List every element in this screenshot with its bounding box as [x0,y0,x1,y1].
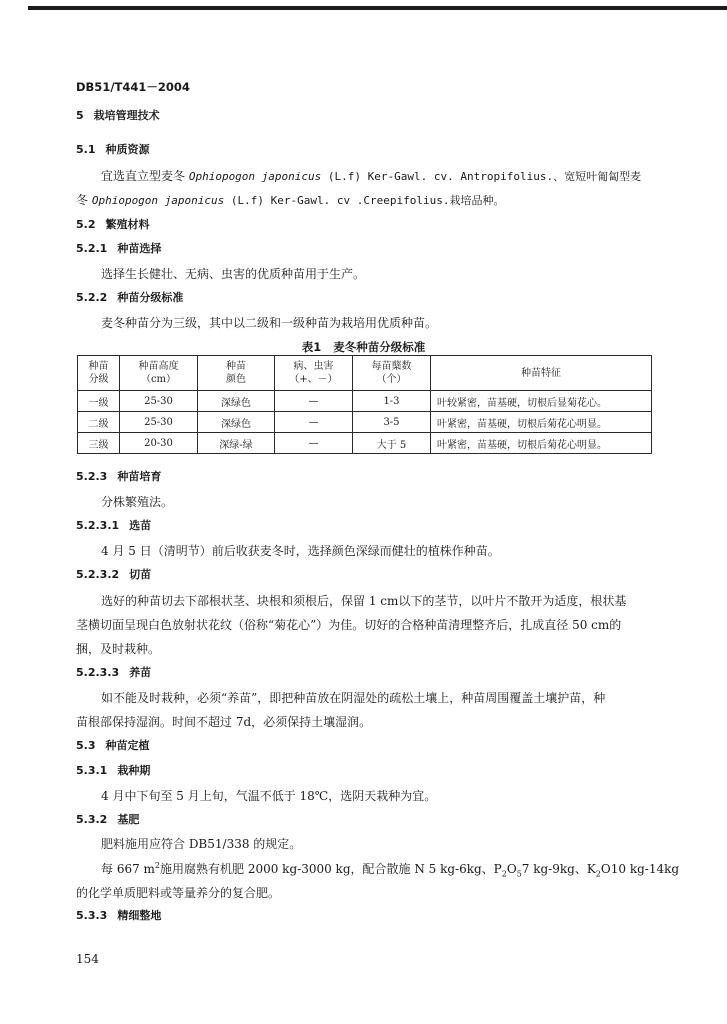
heading-title: 栽培管理技术 [93,109,160,122]
paragraph-5-3-2-line-1: 肥料施用应符合 DB51/338 的规定。 [101,837,302,851]
paragraph-5-2-2: 麦冬种苗分为三级，其中以二级和一级种苗为栽培用优质种苗。 [101,316,438,330]
heading-5-3-2 [76,812,139,828]
latin-name: Ophiopogon japonicus [188,170,322,183]
cell-grade: 二级 [78,412,120,433]
heading-number: 5.1 [76,143,96,156]
heading-title: 种质资源 [105,143,150,156]
heading-number: 5.2.1 [76,242,108,255]
paragraph-5-2-3-2-line-3: 捆，及时栽种。 [76,642,161,656]
paragraph-5-2-3-2-line-2: 茎横切面呈现白色放射状花纹（俗称“菊花心”）为佳。切好的合格种苗清理整齐后，扎成直径 50 cm的 [76,618,622,632]
heading-title: 精细整地 [117,909,162,922]
text-run: (L.f) Ker-Gawl. cv .Creepifolius.栽培品种。 [224,194,505,207]
cell-height: 25-30 [120,412,198,433]
latin-name: Ophiopogon japonicus [91,194,225,207]
cell-feature: 叶较紧密，苗基硬，切根后显菊花心。 [431,391,652,412]
heading-5-2-3 [76,469,161,485]
heading-title: 繁殖材料 [105,218,150,231]
table-caption-number: 表1 [301,340,322,354]
heading-number: 5.3.2 [76,813,108,826]
heading-title: 选苗 [129,519,152,532]
seedling-grade-table [77,355,652,454]
heading-number: 5.2 [76,218,96,231]
text-run: 冬 [76,193,92,207]
cell-pest: — [275,391,353,412]
text-run: 7 kg-9kg、K [521,862,596,876]
heading-number: 5.2.2 [76,291,108,304]
header-tillers: 每苗蘖数 （个） [353,356,431,391]
heading-5-2-3-3 [76,665,151,681]
header-feature: 种苗特征 [431,356,652,391]
subscript: 5 [516,869,522,879]
paragraph-5-3-1: 4 月中下旬至 5 月上旬，气温不低于 18℃，选阴天栽种为宜。 [101,789,437,803]
heading-number: 5.3.3 [76,909,108,922]
heading-title: 切苗 [129,568,152,581]
cell-color: 深绿色 [198,391,275,412]
header-pest: 病、虫害 （+、－） [275,356,353,391]
document-code: DB51/T441－2004 [76,80,190,94]
paragraph-5-2-1: 选择生长健壮、无病、虫害的优质种苗用于生产。 [101,267,366,281]
cell-height: 20-30 [120,433,198,454]
text-run: O10 kg-14kg [600,862,680,876]
cell-tillers: 1-3 [353,391,431,412]
heading-title: 养苗 [129,666,152,679]
heading-5-1 [76,142,150,158]
cell-tillers: 3-5 [353,412,431,433]
top-rule [28,6,727,10]
cell-tillers: 大于 5 [353,433,431,454]
heading-5-3-3 [76,908,161,924]
heading-number: 5.3.1 [76,764,108,777]
cell-grade: 三级 [78,433,120,454]
heading-title: 种苗选择 [117,242,162,255]
paragraph-5-1-line-1 [101,168,641,185]
heading-title: 栽种期 [117,764,151,777]
cell-feature: 叶紧密，苗基硬，切根后菊花心明显。 [431,412,652,433]
heading-title: 种苗定植 [105,739,150,752]
heading-number: 5.3 [76,739,96,752]
page-number: 154 [76,952,99,966]
text-run: (L.f) Ker-Gawl. cv. Antropifolius.、宽短叶匍匐型麦 [321,170,642,183]
heading-5-2-1 [76,241,161,257]
cell-height: 25-30 [120,391,198,412]
heading-number: 5.2.3 [76,470,108,483]
text-run: 宜选直立型麦冬 [101,169,189,183]
paragraph-5-3-2-line-2 [101,861,679,877]
cell-feature: 叶紧密，苗基硬，切根后菊花心明显。 [431,433,652,454]
heading-5-2 [76,217,150,233]
table-row [78,391,652,412]
cell-pest: — [275,412,353,433]
cell-grade: 一级 [78,391,120,412]
text-run: 每 667 m [101,862,155,876]
text-run: O [506,862,517,876]
table-header-row [78,356,652,391]
paragraph-5-2-3: 分株繁殖法。 [101,495,174,509]
table-row [78,433,652,454]
header-height: 种苗高度 （cm） [120,356,198,391]
heading-number: 5.2.3.1 [76,519,120,532]
header-grade: 种苗 分级 [78,356,120,391]
heading-5 [76,108,160,124]
heading-5-2-2 [76,290,183,306]
heading-title: 种苗分级标准 [117,291,184,304]
heading-5-3 [76,738,150,754]
paragraph-5-2-3-2-line-1: 选好的种苗切去下部根状茎、块根和须根后，保留 1 cm以下的茎节，以叶片不散开为适度，根状基 [101,594,627,608]
heading-5-2-3-2 [76,567,151,583]
cell-color: 深绿色 [198,412,275,433]
header-color: 种苗 颜色 [198,356,275,391]
heading-number: 5 [76,109,84,122]
paragraph-5-3-2-line-3: 的化学单质肥料或等量养分的复合肥。 [76,886,281,900]
heading-title: 基肥 [117,813,140,826]
table-caption [0,339,727,355]
paragraph-5-1-line-2 [76,192,504,209]
subscript: 2 [595,869,601,879]
paragraph-5-2-3-3-line-1: 如不能及时栽种，必须“养苗”，即把种苗放在阴湿处的疏松土壤上，种苗周围覆盖土壤护苗，种 [101,691,606,705]
heading-title: 种苗培育 [117,470,162,483]
heading-5-2-3-1 [76,518,151,534]
paragraph-5-2-3-3-line-2: 苗根部保持湿润。时间不超过 7d，必须保持土壤湿润。 [76,715,372,729]
heading-number: 5.2.3.2 [76,568,120,581]
cell-color: 深绿-绿 [198,433,275,454]
subscript: 2 [501,869,507,879]
heading-5-3-1 [76,763,150,779]
cell-pest: — [275,433,353,454]
table-caption-title: 麦冬种苗分级标准 [333,340,426,354]
table-row [78,412,652,433]
paragraph-5-2-3-1: 4 月 5 日（清明节）前后收获麦冬时，选择颜色深绿而健壮的植株作种苗。 [101,544,500,558]
heading-number: 5.2.3.3 [76,666,120,679]
superscript: 2 [154,861,161,870]
text-run: 施用腐熟有机肥 2000 kg-3000 kg，配合散施 N 5 kg-6kg、P [160,862,502,876]
